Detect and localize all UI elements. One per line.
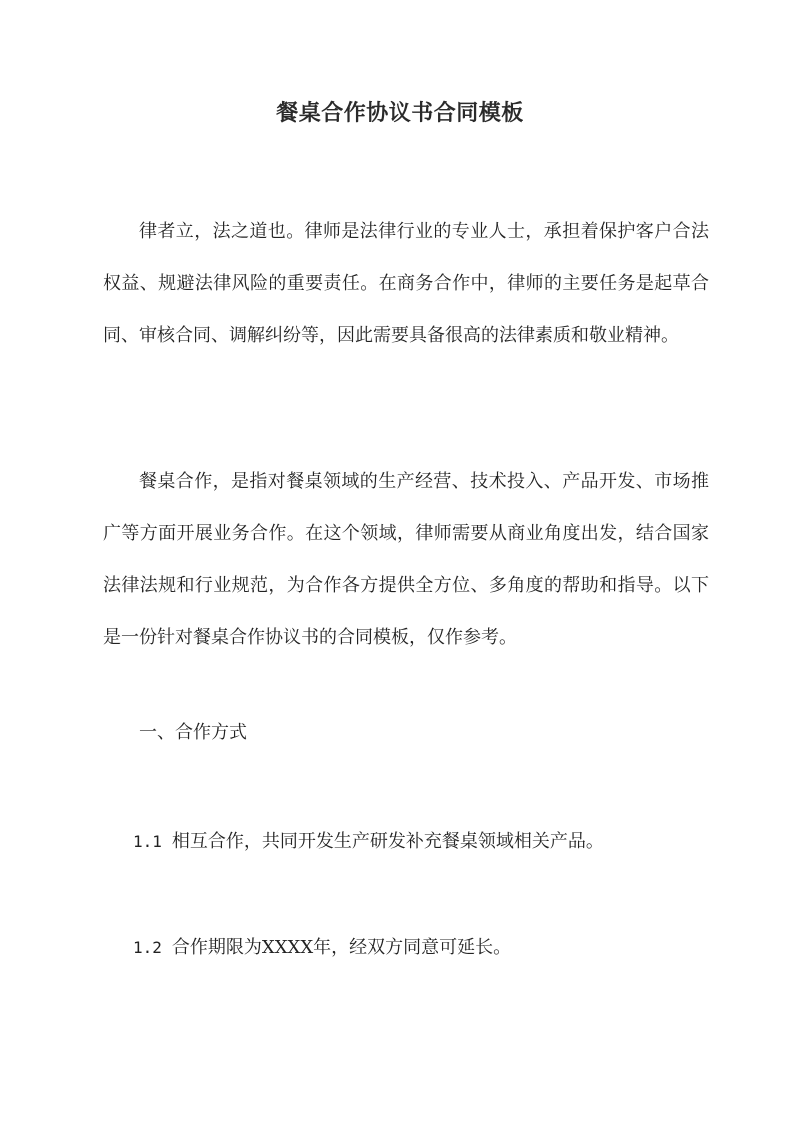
clause-text: 相互合作，共同开发生产研发补充餐桌领域相关产品。: [171, 831, 604, 852]
intro-paragraph: 律者立，法之道也。律师是法律行业的专业人士，承担着保护客户合法权益、规避法律风险的重要责任。在商务合作中，律师的主要任务是起草合同、审核合同、调解纠纷等，因此需要具备很高的法律素质和敬业精神。: [103, 221, 709, 346]
clause-1-1: [133, 822, 604, 862]
cooperation-paragraph: 餐桌合作，是指对餐桌领域的生产经营、技术投入、产品开发、市场推广等方面开展业务合作。在这个领域，律师需要从商业角度出发，结合国家法律法规和行业规范，为合作各方提供全方位、多角度的帮助和指导。以下是一份针对餐桌合作协议书的合同模板，仅作参考。: [103, 471, 709, 648]
clause-1-2: [133, 928, 511, 968]
document-title: 餐桌合作协议书合同模板: [276, 100, 524, 126]
clause-number: 1.2: [133, 938, 162, 957]
clause-text: 合作期限为XXXX年，经双方同意可延长。: [171, 937, 512, 958]
clause-number: 1.1: [133, 832, 162, 851]
section-heading-cooperation-method: 一、合作方式: [139, 722, 247, 743]
